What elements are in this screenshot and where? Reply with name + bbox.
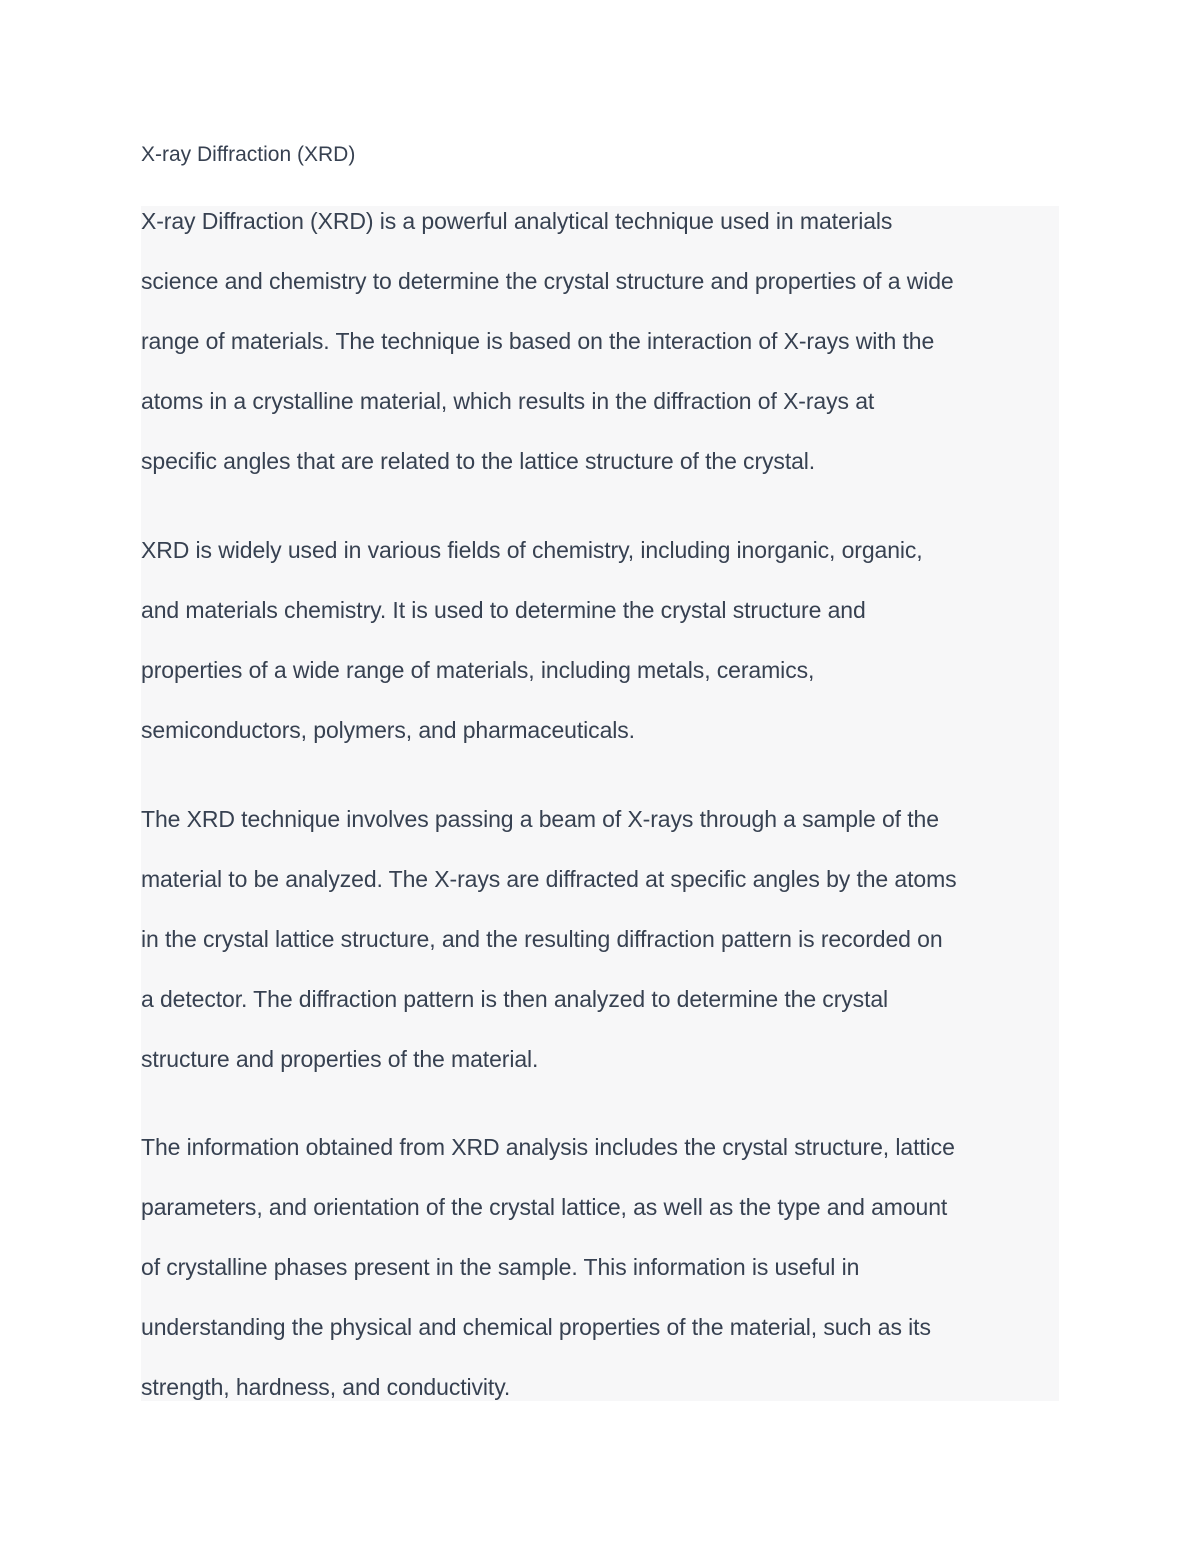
- paragraph-line: structure and properties of the material.: [141, 1046, 539, 1072]
- paragraph-line: The XRD technique involves passing a beam of X-rays through a sample of the: [141, 806, 939, 832]
- paragraph-line: parameters, and orientation of the crystal lattice, as well as the type and amount: [141, 1194, 948, 1220]
- paragraph-line: properties of a wide range of materials, including metals, ceramics,: [141, 657, 815, 683]
- document-body: [141, 206, 1059, 1401]
- paragraph-line: in the crystal lattice structure, and the resulting diffraction pattern is recorded on: [141, 926, 943, 952]
- paragraph-line: of crystalline phases present in the sample. This information is useful in: [141, 1254, 860, 1280]
- paragraph-line: X-ray Diffraction (XRD) is a powerful analytical technique used in materials: [141, 208, 893, 234]
- paragraph-2: [141, 520, 1059, 760]
- document-title: X-ray Diffraction (XRD): [141, 143, 356, 166]
- paragraph-4: [141, 1117, 1059, 1417]
- paragraph-line: range of materials. The technique is based on the interaction of X-rays with the: [141, 328, 935, 354]
- paragraph-line: science and chemistry to determine the crystal structure and properties of a wide: [141, 268, 954, 294]
- paragraph-line: The information obtained from XRD analysis includes the crystal structure, lattice: [141, 1134, 955, 1160]
- paragraph-line: a detector. The diffraction pattern is then analyzed to determine the crystal: [141, 986, 889, 1012]
- paragraph-line: atoms in a crystalline material, which results in the diffraction of X-rays at: [141, 388, 875, 414]
- paragraph-line: understanding the physical and chemical properties of the material, such as its: [141, 1314, 931, 1340]
- paragraph-line: strength, hardness, and conductivity.: [141, 1374, 511, 1400]
- paragraph-line: specific angles that are related to the lattice structure of the crystal.: [141, 448, 816, 474]
- paragraph-1: [141, 191, 1059, 491]
- paragraph-line: semiconductors, polymers, and pharmaceuticals.: [141, 717, 635, 743]
- paragraph-line: material to be analyzed. The X-rays are diffracted at specific angles by the atoms: [141, 866, 957, 892]
- paragraph-line: XRD is widely used in various fields of chemistry, including inorganic, organic,: [141, 537, 923, 563]
- paragraph-3: [141, 789, 1059, 1089]
- paragraph-line: and materials chemistry. It is used to determine the crystal structure and: [141, 597, 866, 623]
